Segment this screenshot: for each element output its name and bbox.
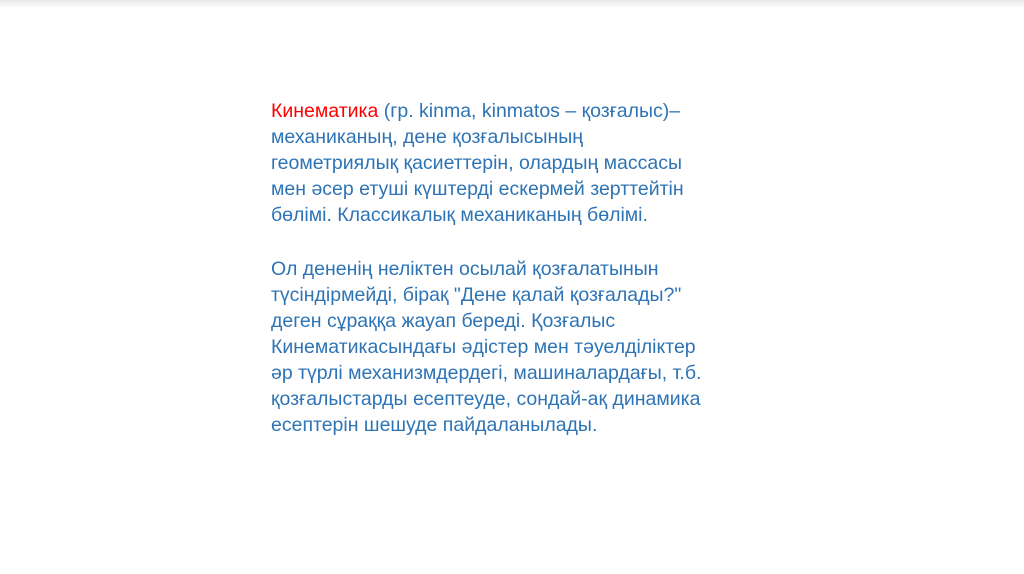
paragraph-line: деген сұраққа жауап береді. Қозғалыс bbox=[271, 310, 616, 332]
top-edge-shadow bbox=[0, 0, 1024, 8]
paragraph-line: мен әсер етуші күштерді ескермей зерттейтін bbox=[271, 178, 684, 200]
definition-paragraph bbox=[271, 98, 791, 228]
paragraph-line: геометриялық қасиеттерін, олардың массасы bbox=[271, 152, 683, 174]
slide-text-block bbox=[271, 98, 791, 438]
term-kinematics: Кинематика bbox=[271, 100, 379, 122]
explanation-paragraph bbox=[271, 256, 791, 438]
paragraph-line: қозғалыстарды есептеуде, сондай-ақ динамика bbox=[271, 388, 701, 410]
term-etymology: (гр. kinma, kinmatos – қозғалыс)– bbox=[378, 100, 681, 122]
paragraph-line: түсіндірмейді, бірақ "Дене қалай қозғалады?" bbox=[271, 284, 682, 306]
paragraph-line: механиканың, дене қозғалысының bbox=[271, 126, 584, 148]
paragraph-line bbox=[271, 98, 791, 124]
paragraph-line: есептерін шешуде пайдаланылады. bbox=[271, 414, 598, 436]
paragraph-line: бөлімі. Классикалық механиканың бөлімі. bbox=[271, 204, 648, 226]
paragraph-line: Кинематикасындағы әдістер мен тәуелділіктер bbox=[271, 336, 696, 358]
paragraph-line: әр түрлі механизмдердегі, машиналардағы, т.б. bbox=[271, 362, 702, 384]
paragraph-line: Ол дененің неліктен осылай қозғалатынын bbox=[271, 258, 659, 280]
